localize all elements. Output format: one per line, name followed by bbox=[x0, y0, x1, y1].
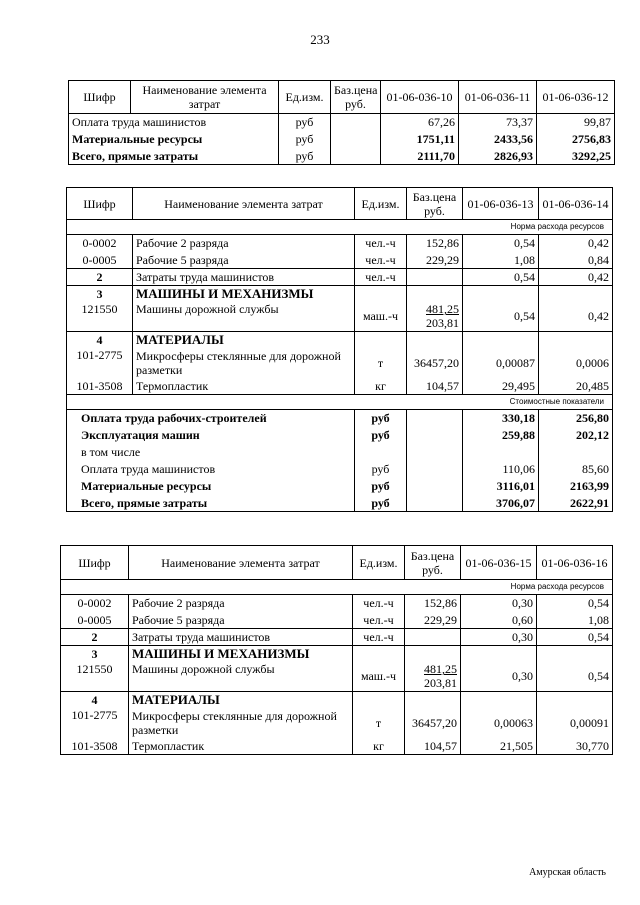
row-value: 0,0006 bbox=[539, 348, 613, 378]
table-row bbox=[67, 235, 613, 252]
section-row bbox=[67, 332, 613, 348]
table-row bbox=[67, 461, 613, 478]
row-code: 0-0002 bbox=[67, 235, 133, 252]
row-value: 21,505 bbox=[461, 738, 537, 755]
row-price bbox=[407, 427, 463, 444]
table-row bbox=[69, 114, 615, 131]
row-price bbox=[407, 302, 463, 332]
row-value: 330,18 bbox=[463, 410, 539, 427]
row-price bbox=[331, 148, 381, 165]
col-header-name: Наименование элемента затрат bbox=[133, 188, 355, 220]
row-price: 104,57 bbox=[405, 738, 461, 755]
row-unit: руб bbox=[355, 410, 407, 427]
row-unit: т bbox=[353, 708, 405, 738]
row-price bbox=[405, 646, 461, 662]
row-value: 1,08 bbox=[463, 252, 539, 269]
row-price: 104,57 bbox=[407, 378, 463, 395]
row-name: Рабочие 5 разряда bbox=[129, 612, 353, 629]
row-unit: т bbox=[355, 348, 407, 378]
row-name: Рабочие 2 разряда bbox=[133, 235, 355, 252]
row-code: 101-3508 bbox=[67, 378, 133, 395]
row-value: 2111,70 bbox=[381, 148, 459, 165]
row-code: 4 bbox=[61, 692, 129, 708]
row-value: 0,30 bbox=[461, 595, 537, 612]
row-name: Затраты труда машинистов bbox=[129, 629, 353, 646]
row-unit: чел.-ч bbox=[355, 269, 407, 286]
norm-label: Норма расхода ресурсов bbox=[67, 220, 613, 235]
row-unit bbox=[355, 444, 407, 461]
row-price: 229,29 bbox=[407, 252, 463, 269]
row-name: Термопластик bbox=[133, 378, 355, 395]
row-price: 36457,20 bbox=[407, 348, 463, 378]
row-code: 2 bbox=[67, 269, 133, 286]
price-secondary: 203,81 bbox=[424, 676, 457, 691]
row-value bbox=[539, 286, 613, 302]
row-value bbox=[463, 332, 539, 348]
row-unit: чел.-ч bbox=[353, 612, 405, 629]
row-code: 4 bbox=[67, 332, 133, 348]
row-price bbox=[407, 332, 463, 348]
row-value bbox=[539, 332, 613, 348]
row-unit bbox=[353, 692, 405, 708]
col-header-name: Наименование элемента затрат bbox=[129, 546, 353, 580]
table-row bbox=[67, 410, 613, 427]
row-value: 2756,83 bbox=[537, 131, 615, 148]
row-code: 3 bbox=[61, 646, 129, 662]
row-code: 101-2775 bbox=[67, 348, 133, 378]
section-row bbox=[67, 286, 613, 302]
row-value: 0,42 bbox=[539, 302, 613, 332]
row-name: Всего, прямые затраты bbox=[67, 495, 355, 512]
row-value: 0,54 bbox=[537, 595, 613, 612]
row-value: 0,54 bbox=[463, 269, 539, 286]
row-value: 0,42 bbox=[539, 269, 613, 286]
row-price bbox=[407, 461, 463, 478]
col-header-code: Шифр bbox=[69, 81, 131, 114]
row-unit: чел.-ч bbox=[353, 595, 405, 612]
row-unit: чел.-ч bbox=[355, 252, 407, 269]
row-name: Микросферы стеклянные для дорожной разметки bbox=[129, 708, 353, 738]
col-header-price: Баз.цена руб. bbox=[405, 546, 461, 580]
section-title: МАТЕРИАЛЫ bbox=[129, 692, 353, 708]
table-row bbox=[67, 478, 613, 495]
row-value: 0,30 bbox=[461, 629, 537, 646]
row-value bbox=[463, 286, 539, 302]
row-value bbox=[537, 692, 613, 708]
section-title: МАШИНЫ И МЕХАНИЗМЫ bbox=[133, 286, 355, 302]
row-value: 30,770 bbox=[537, 738, 613, 755]
row-code: 121550 bbox=[61, 662, 129, 692]
row-name: Всего, прямые затраты bbox=[69, 148, 279, 165]
row-unit: руб bbox=[355, 427, 407, 444]
section-row bbox=[61, 692, 613, 708]
row-name: Материальные ресурсы bbox=[69, 131, 279, 148]
row-price bbox=[405, 692, 461, 708]
col-header-code-11: 01-06-036-11 bbox=[459, 81, 537, 114]
footer-region: Амурская область bbox=[529, 867, 606, 878]
row-price: 36457,20 bbox=[405, 708, 461, 738]
section-title: МАТЕРИАЛЫ bbox=[133, 332, 355, 348]
row-code: 101-2775 bbox=[61, 708, 129, 738]
col-header-code-13: 01-06-036-13 bbox=[463, 188, 539, 220]
row-price bbox=[405, 662, 461, 692]
section-row bbox=[61, 646, 613, 662]
row-value: 0,54 bbox=[463, 235, 539, 252]
row-value: 1751,11 bbox=[381, 131, 459, 148]
row-name: Оплата труда рабочих-строителей bbox=[67, 410, 355, 427]
row-value: 3706,07 bbox=[463, 495, 539, 512]
row-unit: маш.-ч bbox=[355, 302, 407, 332]
row-price bbox=[407, 478, 463, 495]
row-value: 1,08 bbox=[537, 612, 613, 629]
row-name: Микросферы стеклянные для дорожной разметки bbox=[133, 348, 355, 378]
row-name: Оплата труда машинистов bbox=[67, 461, 355, 478]
row-value: 67,26 bbox=[381, 114, 459, 131]
row-value: 0,00063 bbox=[461, 708, 537, 738]
row-price: 229,29 bbox=[405, 612, 461, 629]
row-value: 0,00087 bbox=[463, 348, 539, 378]
row-price: 152,86 bbox=[407, 235, 463, 252]
row-price bbox=[407, 286, 463, 302]
row-unit: маш.-ч bbox=[353, 662, 405, 692]
table-row bbox=[61, 738, 613, 755]
row-unit: чел.-ч bbox=[355, 235, 407, 252]
row-value: 2433,56 bbox=[459, 131, 537, 148]
row-value bbox=[463, 444, 539, 461]
table-row bbox=[67, 252, 613, 269]
row-value: 0,30 bbox=[461, 662, 537, 692]
row-code: 2 bbox=[61, 629, 129, 646]
col-header-code: Шифр bbox=[61, 546, 129, 580]
row-price: 152,86 bbox=[405, 595, 461, 612]
row-name: в том числе bbox=[67, 444, 355, 461]
row-unit: руб bbox=[279, 131, 331, 148]
table-1 bbox=[68, 80, 615, 165]
row-value: 0,54 bbox=[463, 302, 539, 332]
table-row bbox=[61, 708, 613, 738]
table-row bbox=[61, 629, 613, 646]
row-value: 0,42 bbox=[539, 235, 613, 252]
row-code: 0-0002 bbox=[61, 595, 129, 612]
row-value: 73,37 bbox=[459, 114, 537, 131]
row-value: 0,60 bbox=[461, 612, 537, 629]
row-value: 2163,99 bbox=[539, 478, 613, 495]
col-header-name: Наименование элемента затрат bbox=[131, 81, 279, 114]
col-header-code: Шифр bbox=[67, 188, 133, 220]
table-row bbox=[67, 378, 613, 395]
row-value: 110,06 bbox=[463, 461, 539, 478]
table-row bbox=[69, 148, 615, 165]
col-header-price: Баз.цена руб. bbox=[407, 188, 463, 220]
price-secondary: 203,81 bbox=[426, 316, 459, 331]
row-name: Машины дорожной службы bbox=[129, 662, 353, 692]
row-price bbox=[331, 131, 381, 148]
row-value: 3116,01 bbox=[463, 478, 539, 495]
row-unit: руб bbox=[279, 148, 331, 165]
table-row bbox=[67, 444, 613, 461]
row-value: 0,54 bbox=[537, 662, 613, 692]
row-unit: руб bbox=[279, 114, 331, 131]
row-code: 121550 bbox=[67, 302, 133, 332]
col-header-code-16: 01-06-036-16 bbox=[537, 546, 613, 580]
row-value: 99,87 bbox=[537, 114, 615, 131]
row-value: 256,80 bbox=[539, 410, 613, 427]
row-price bbox=[407, 269, 463, 286]
row-value bbox=[537, 646, 613, 662]
row-code: 0-0005 bbox=[61, 612, 129, 629]
row-value: 0,54 bbox=[537, 629, 613, 646]
table-3 bbox=[60, 545, 613, 755]
row-value: 259,88 bbox=[463, 427, 539, 444]
row-price bbox=[405, 629, 461, 646]
norm-label: Норма расхода ресурсов bbox=[61, 580, 613, 595]
row-unit bbox=[353, 646, 405, 662]
row-value bbox=[461, 692, 537, 708]
table-row bbox=[61, 662, 613, 692]
row-unit: кг bbox=[355, 378, 407, 395]
col-header-unit: Ед.изм. bbox=[355, 188, 407, 220]
row-unit bbox=[355, 332, 407, 348]
table-2 bbox=[66, 187, 613, 512]
row-name: Машины дорожной службы bbox=[133, 302, 355, 332]
cost-label: Стоимостные показатели bbox=[67, 395, 613, 410]
table-row bbox=[67, 495, 613, 512]
row-unit: кг bbox=[353, 738, 405, 755]
section-title: МАШИНЫ И МЕХАНИЗМЫ bbox=[129, 646, 353, 662]
row-value: 202,12 bbox=[539, 427, 613, 444]
col-header-price: Баз.цена руб. bbox=[331, 81, 381, 114]
row-name: Термопластик bbox=[129, 738, 353, 755]
col-header-code-15: 01-06-036-15 bbox=[461, 546, 537, 580]
table-row bbox=[67, 269, 613, 286]
table-row bbox=[69, 131, 615, 148]
row-code: 0-0005 bbox=[67, 252, 133, 269]
row-value bbox=[539, 444, 613, 461]
row-name: Оплата труда машинистов bbox=[69, 114, 279, 131]
row-unit: руб bbox=[355, 495, 407, 512]
row-name: Эксплуатация машин bbox=[67, 427, 355, 444]
row-unit bbox=[355, 286, 407, 302]
price-main: 481,25 bbox=[424, 662, 457, 677]
col-header-unit: Ед.изм. bbox=[353, 546, 405, 580]
row-code: 101-3508 bbox=[61, 738, 129, 755]
row-value: 2826,93 bbox=[459, 148, 537, 165]
row-value: 0,84 bbox=[539, 252, 613, 269]
table-row bbox=[67, 427, 613, 444]
row-price bbox=[331, 114, 381, 131]
row-name: Затраты труда машинистов bbox=[133, 269, 355, 286]
row-value bbox=[461, 646, 537, 662]
row-name: Рабочие 5 разряда bbox=[133, 252, 355, 269]
row-value: 85,60 bbox=[539, 461, 613, 478]
row-value: 29,495 bbox=[463, 378, 539, 395]
table-row bbox=[61, 612, 613, 629]
row-name: Рабочие 2 разряда bbox=[129, 595, 353, 612]
row-value: 2622,91 bbox=[539, 495, 613, 512]
row-price bbox=[407, 495, 463, 512]
col-header-code-14: 01-06-036-14 bbox=[539, 188, 613, 220]
row-value: 3292,25 bbox=[537, 148, 615, 165]
table-row bbox=[61, 595, 613, 612]
price-main: 481,25 bbox=[426, 302, 459, 317]
page-number: 233 bbox=[310, 32, 330, 47]
row-unit: руб bbox=[355, 461, 407, 478]
row-name: Материальные ресурсы bbox=[67, 478, 355, 495]
row-price bbox=[407, 444, 463, 461]
table-row bbox=[67, 348, 613, 378]
row-value: 20,485 bbox=[539, 378, 613, 395]
col-header-unit: Ед.изм. bbox=[279, 81, 331, 114]
row-unit: чел.-ч bbox=[353, 629, 405, 646]
row-unit: руб bbox=[355, 478, 407, 495]
col-header-code-12: 01-06-036-12 bbox=[537, 81, 615, 114]
table-row bbox=[67, 302, 613, 332]
row-price bbox=[407, 410, 463, 427]
row-code: 3 bbox=[67, 286, 133, 302]
col-header-code-10: 01-06-036-10 bbox=[381, 81, 459, 114]
row-value: 0,00091 bbox=[537, 708, 613, 738]
